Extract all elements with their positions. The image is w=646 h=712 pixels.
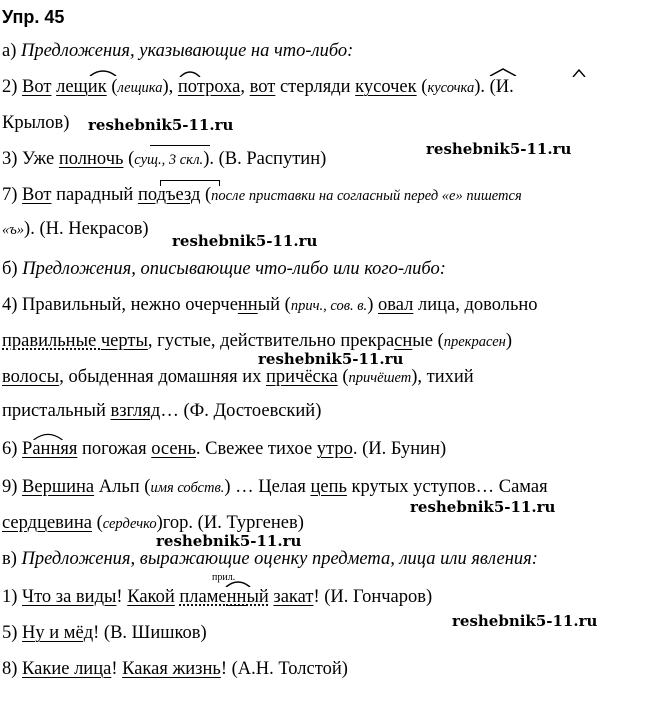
- adjective-tag: прил.: [212, 572, 236, 583]
- sentence-9: 9) Вершина Альп (имя собств.) … Целая цепь крутых уступов… Самая: [2, 477, 548, 497]
- watermark: reshebnik5-11.ru: [410, 498, 556, 516]
- sentence-4-line3: волосы, обыденная домашняя их причёска (причёшет), тихий: [2, 367, 474, 387]
- watermark: reshebnik5-11.ru: [156, 532, 302, 550]
- ending-mark-icon: [150, 145, 210, 146]
- sentence-4-line1: 4) Правильный, нежно очерченный (прич., сов. в.) овал лица, довольно: [2, 295, 538, 315]
- section-a-heading: а) Предложения, указывающие на что-либо:: [2, 41, 354, 61]
- sentence-7-cont: «ъ»). (Н. Некрасов): [2, 219, 149, 239]
- watermark: reshebnik5-11.ru: [452, 612, 598, 630]
- sentence-4-line2: правильные черты, густые, действительно прекрасные (прекрасен): [2, 331, 512, 351]
- root-mark-icon: [178, 69, 202, 77]
- watermark: reshebnik5-11.ru: [88, 116, 234, 134]
- prefix-mark-icon: [160, 180, 220, 186]
- root-mark-icon: [88, 68, 118, 76]
- root-mark-icon: [28, 432, 68, 440]
- watermark: reshebnik5-11.ru: [172, 232, 318, 250]
- sentence-6: 6) Ранняя погожая осень. Свежее тихое утро. (И. Бунин): [2, 439, 447, 459]
- sentence-7: 7) Вот парадный подъезд (после приставки на согласный перед «е» пишется: [2, 185, 522, 205]
- sentence-8: 8) Какие лица! Какая жизнь! (А.Н. Толстой): [2, 659, 348, 679]
- sentence-9-cont: сердцевина (сердечко)гор. (И. Тургенев): [2, 513, 304, 533]
- section-b-heading: б) Предложения, описывающие что-либо или кого-либо:: [2, 259, 446, 279]
- sentence-4-line4: пристальный взгляд… (Ф. Достоевский): [2, 401, 322, 421]
- exercise-title: Упр. 45: [2, 7, 65, 27]
- suffix-mark-icon: [224, 579, 252, 587]
- sentence-1: 1) Что за виды! Какой пламенный закат! (И. Гончаров): [2, 587, 433, 607]
- watermark: reshebnik5-11.ru: [258, 350, 404, 368]
- watermark: reshebnik5-11.ru: [426, 140, 572, 158]
- suffix-mark-icon: [571, 69, 587, 77]
- suffix-mark-icon: [488, 68, 518, 76]
- sentence-2-cont: Крылов): [2, 113, 70, 133]
- sentence-2: 2) Вот лещик (лещика), потроха, вот стерляди кусочек (кусочка). (И.: [2, 77, 514, 97]
- section-c-heading: в) Предложения, выражающие оценку предмета, лица или явления:: [2, 549, 538, 569]
- sentence-5: 5) Ну и мёд! (В. Шишков): [2, 623, 207, 643]
- sentence-3: 3) Уже полночь (сущ., 3 скл.). (В. Распутин): [2, 149, 327, 169]
